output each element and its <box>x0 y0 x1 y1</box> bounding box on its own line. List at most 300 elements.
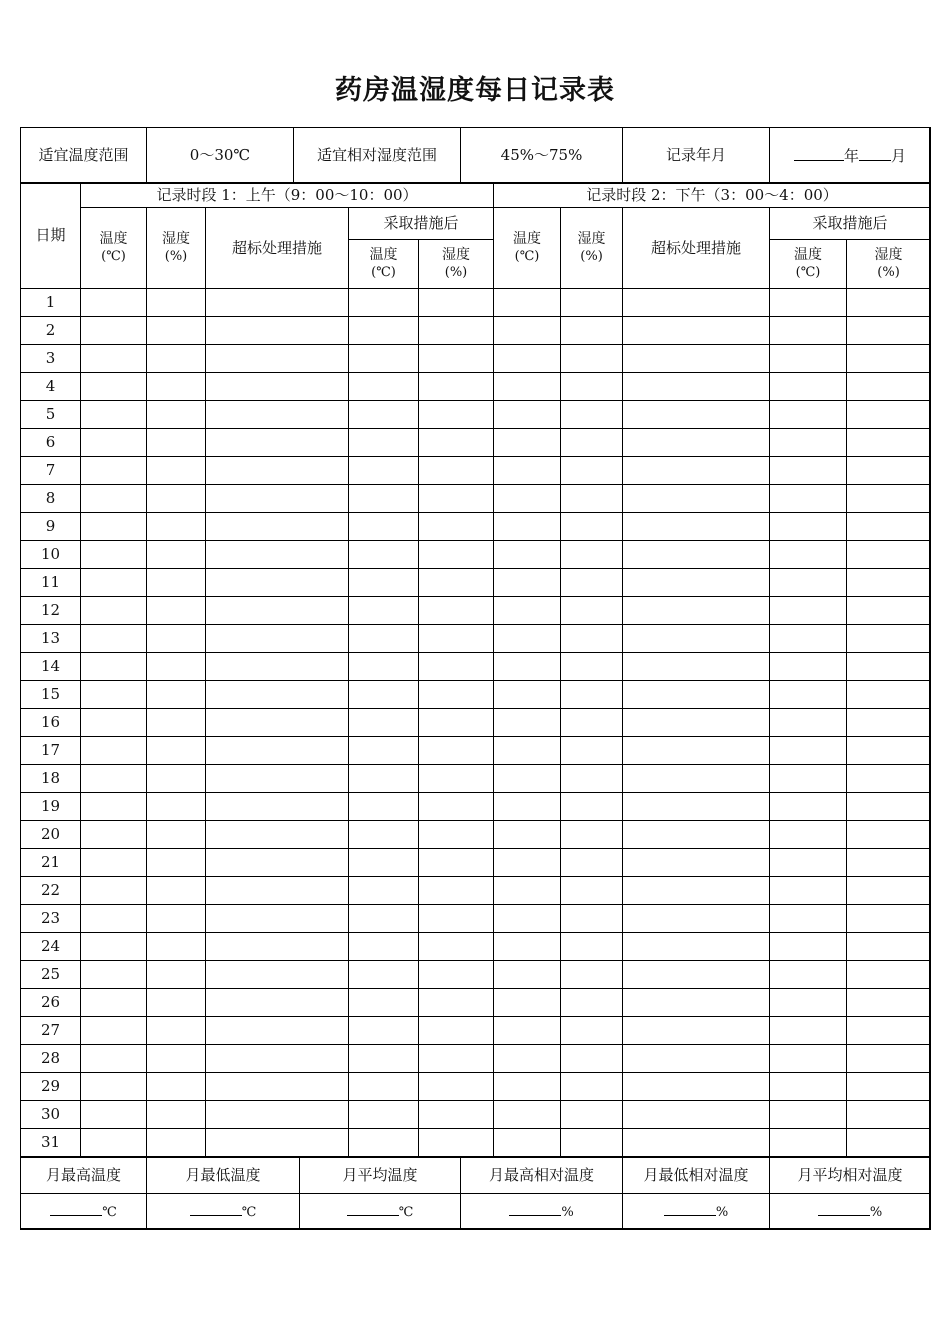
p2-after-humidity-cell[interactable] <box>847 457 931 485</box>
p2-after-humidity-cell[interactable] <box>847 429 931 457</box>
p1-humidity-cell[interactable] <box>147 1073 206 1101</box>
p2-after-temp-cell[interactable] <box>770 401 847 429</box>
p1-temp-cell[interactable] <box>81 933 147 961</box>
p1-after-humidity-cell[interactable] <box>419 373 494 401</box>
p1-measures-cell[interactable] <box>206 485 349 513</box>
month-blank[interactable] <box>859 146 891 161</box>
p2-measures-cell[interactable] <box>623 709 770 737</box>
p2-measures-cell[interactable] <box>623 961 770 989</box>
summary-value-avg-temp[interactable] <box>300 1194 461 1230</box>
p2-temp-cell[interactable] <box>494 765 561 793</box>
p2-temp-cell[interactable] <box>494 1129 561 1157</box>
p1-measures-cell[interactable] <box>206 989 349 1017</box>
p2-temp-cell[interactable] <box>494 1101 561 1129</box>
p2-after-temp-cell[interactable] <box>770 1017 847 1045</box>
summary-value-max-rel[interactable] <box>461 1194 623 1230</box>
p1-after-temp-cell[interactable] <box>349 849 419 877</box>
p1-humidity-cell[interactable] <box>147 597 206 625</box>
p2-after-humidity-cell[interactable] <box>847 541 931 569</box>
p1-temp-cell[interactable] <box>81 1073 147 1101</box>
p1-after-humidity-cell[interactable] <box>419 709 494 737</box>
p1-humidity-cell[interactable] <box>147 485 206 513</box>
p2-after-temp-cell[interactable] <box>770 625 847 653</box>
p2-temp-cell[interactable] <box>494 877 561 905</box>
p2-temp-cell[interactable] <box>494 1073 561 1101</box>
p1-after-humidity-cell[interactable] <box>419 289 494 317</box>
p1-after-humidity-cell[interactable] <box>419 681 494 709</box>
p2-measures-cell[interactable] <box>623 429 770 457</box>
p1-measures-cell[interactable] <box>206 765 349 793</box>
p1-humidity-cell[interactable] <box>147 373 206 401</box>
p2-after-temp-cell[interactable] <box>770 849 847 877</box>
p1-after-humidity-cell[interactable] <box>419 821 494 849</box>
p1-measures-cell[interactable] <box>206 709 349 737</box>
p1-after-humidity-cell[interactable] <box>419 597 494 625</box>
p1-humidity-cell[interactable] <box>147 765 206 793</box>
p1-humidity-cell[interactable] <box>147 1045 206 1073</box>
p2-temp-cell[interactable] <box>494 961 561 989</box>
p1-after-humidity-cell[interactable] <box>419 569 494 597</box>
p2-after-humidity-cell[interactable] <box>847 597 931 625</box>
p1-after-humidity-cell[interactable] <box>419 793 494 821</box>
p2-humidity-cell[interactable] <box>561 681 623 709</box>
p2-after-humidity-cell[interactable] <box>847 905 931 933</box>
p2-measures-cell[interactable] <box>623 373 770 401</box>
p1-humidity-cell[interactable] <box>147 905 206 933</box>
p2-after-humidity-cell[interactable] <box>847 1129 931 1157</box>
p2-humidity-cell[interactable] <box>561 821 623 849</box>
p2-humidity-cell[interactable] <box>561 345 623 373</box>
p1-humidity-cell[interactable] <box>147 345 206 373</box>
p1-measures-cell[interactable] <box>206 1045 349 1073</box>
p2-temp-cell[interactable] <box>494 1017 561 1045</box>
p2-temp-cell[interactable] <box>494 653 561 681</box>
p2-humidity-cell[interactable] <box>561 401 623 429</box>
p1-temp-cell[interactable] <box>81 317 147 345</box>
p2-after-temp-cell[interactable] <box>770 653 847 681</box>
p1-temp-cell[interactable] <box>81 597 147 625</box>
p1-temp-cell[interactable] <box>81 1129 147 1157</box>
p2-measures-cell[interactable] <box>623 1045 770 1073</box>
p1-after-temp-cell[interactable] <box>349 653 419 681</box>
p1-after-humidity-cell[interactable] <box>419 1073 494 1101</box>
p1-after-temp-cell[interactable] <box>349 457 419 485</box>
p1-temp-cell[interactable] <box>81 1017 147 1045</box>
p1-humidity-cell[interactable] <box>147 541 206 569</box>
p2-after-temp-cell[interactable] <box>770 373 847 401</box>
p1-humidity-cell[interactable] <box>147 989 206 1017</box>
p2-temp-cell[interactable] <box>494 933 561 961</box>
p2-measures-cell[interactable] <box>623 905 770 933</box>
p2-temp-cell[interactable] <box>494 1045 561 1073</box>
p1-after-temp-cell[interactable] <box>349 569 419 597</box>
p1-measures-cell[interactable] <box>206 653 349 681</box>
p2-measures-cell[interactable] <box>623 765 770 793</box>
p2-humidity-cell[interactable] <box>561 373 623 401</box>
p1-after-humidity-cell[interactable] <box>419 877 494 905</box>
p1-humidity-cell[interactable] <box>147 625 206 653</box>
p2-measures-cell[interactable] <box>623 849 770 877</box>
p2-measures-cell[interactable] <box>623 289 770 317</box>
blank[interactable] <box>50 1201 102 1216</box>
p1-measures-cell[interactable] <box>206 317 349 345</box>
p2-after-temp-cell[interactable] <box>770 1101 847 1129</box>
p2-measures-cell[interactable] <box>623 345 770 373</box>
p1-after-temp-cell[interactable] <box>349 709 419 737</box>
p2-measures-cell[interactable] <box>623 793 770 821</box>
p1-humidity-cell[interactable] <box>147 793 206 821</box>
p1-after-temp-cell[interactable] <box>349 1017 419 1045</box>
p2-after-temp-cell[interactable] <box>770 1129 847 1157</box>
p2-measures-cell[interactable] <box>623 485 770 513</box>
p2-after-temp-cell[interactable] <box>770 289 847 317</box>
p1-after-humidity-cell[interactable] <box>419 989 494 1017</box>
p1-measures-cell[interactable] <box>206 289 349 317</box>
p2-humidity-cell[interactable] <box>561 457 623 485</box>
p1-temp-cell[interactable] <box>81 401 147 429</box>
p1-measures-cell[interactable] <box>206 849 349 877</box>
p2-after-temp-cell[interactable] <box>770 737 847 765</box>
p1-after-temp-cell[interactable] <box>349 485 419 513</box>
year-blank[interactable] <box>794 146 844 161</box>
p2-temp-cell[interactable] <box>494 317 561 345</box>
p1-temp-cell[interactable] <box>81 541 147 569</box>
p2-after-temp-cell[interactable] <box>770 345 847 373</box>
p2-measures-cell[interactable] <box>623 401 770 429</box>
p2-humidity-cell[interactable] <box>561 1129 623 1157</box>
p2-temp-cell[interactable] <box>494 513 561 541</box>
p1-after-temp-cell[interactable] <box>349 821 419 849</box>
p1-after-humidity-cell[interactable] <box>419 625 494 653</box>
summary-value-max-temp[interactable] <box>21 1194 147 1230</box>
p1-measures-cell[interactable] <box>206 1017 349 1045</box>
p2-humidity-cell[interactable] <box>561 961 623 989</box>
p1-after-temp-cell[interactable] <box>349 1073 419 1101</box>
p1-after-humidity-cell[interactable] <box>419 485 494 513</box>
p1-humidity-cell[interactable] <box>147 569 206 597</box>
p1-humidity-cell[interactable] <box>147 821 206 849</box>
p1-measures-cell[interactable] <box>206 429 349 457</box>
p2-after-humidity-cell[interactable] <box>847 345 931 373</box>
p1-temp-cell[interactable] <box>81 289 147 317</box>
p1-measures-cell[interactable] <box>206 1129 349 1157</box>
p1-humidity-cell[interactable] <box>147 1017 206 1045</box>
p1-temp-cell[interactable] <box>81 373 147 401</box>
p1-after-humidity-cell[interactable] <box>419 849 494 877</box>
p2-measures-cell[interactable] <box>623 597 770 625</box>
p1-after-temp-cell[interactable] <box>349 989 419 1017</box>
p1-after-humidity-cell[interactable] <box>419 1129 494 1157</box>
p1-temp-cell[interactable] <box>81 849 147 877</box>
p2-measures-cell[interactable] <box>623 1101 770 1129</box>
p2-after-humidity-cell[interactable] <box>847 1101 931 1129</box>
p1-after-temp-cell[interactable] <box>349 961 419 989</box>
p2-after-humidity-cell[interactable] <box>847 933 931 961</box>
p2-humidity-cell[interactable] <box>561 793 623 821</box>
summary-value-avg-rel[interactable] <box>770 1194 931 1230</box>
p2-after-humidity-cell[interactable] <box>847 793 931 821</box>
p1-measures-cell[interactable] <box>206 373 349 401</box>
p2-humidity-cell[interactable] <box>561 1073 623 1101</box>
p2-measures-cell[interactable] <box>623 821 770 849</box>
p2-temp-cell[interactable] <box>494 821 561 849</box>
p2-humidity-cell[interactable] <box>561 569 623 597</box>
p1-humidity-cell[interactable] <box>147 709 206 737</box>
p2-after-temp-cell[interactable] <box>770 597 847 625</box>
p1-temp-cell[interactable] <box>81 793 147 821</box>
p1-measures-cell[interactable] <box>206 905 349 933</box>
p2-humidity-cell[interactable] <box>561 905 623 933</box>
p2-measures-cell[interactable] <box>623 1017 770 1045</box>
p2-humidity-cell[interactable] <box>561 513 623 541</box>
p2-measures-cell[interactable] <box>623 569 770 597</box>
p2-measures-cell[interactable] <box>623 513 770 541</box>
summary-value-min-temp[interactable] <box>147 1194 300 1230</box>
p1-measures-cell[interactable] <box>206 597 349 625</box>
p1-humidity-cell[interactable] <box>147 849 206 877</box>
p2-after-temp-cell[interactable] <box>770 961 847 989</box>
p2-after-temp-cell[interactable] <box>770 485 847 513</box>
p2-temp-cell[interactable] <box>494 709 561 737</box>
p2-temp-cell[interactable] <box>494 289 561 317</box>
p2-temp-cell[interactable] <box>494 597 561 625</box>
p2-after-temp-cell[interactable] <box>770 541 847 569</box>
p1-temp-cell[interactable] <box>81 1101 147 1129</box>
p2-after-humidity-cell[interactable] <box>847 877 931 905</box>
p2-after-temp-cell[interactable] <box>770 457 847 485</box>
p1-temp-cell[interactable] <box>81 765 147 793</box>
p1-after-temp-cell[interactable] <box>349 513 419 541</box>
p1-after-humidity-cell[interactable] <box>419 765 494 793</box>
p2-after-temp-cell[interactable] <box>770 681 847 709</box>
p2-humidity-cell[interactable] <box>561 849 623 877</box>
p1-after-humidity-cell[interactable] <box>419 317 494 345</box>
p2-after-temp-cell[interactable] <box>770 317 847 345</box>
p1-measures-cell[interactable] <box>206 1101 349 1129</box>
p2-humidity-cell[interactable] <box>561 933 623 961</box>
p1-temp-cell[interactable] <box>81 457 147 485</box>
p1-after-temp-cell[interactable] <box>349 345 419 373</box>
p1-after-temp-cell[interactable] <box>349 401 419 429</box>
p2-temp-cell[interactable] <box>494 625 561 653</box>
blank[interactable] <box>190 1201 242 1216</box>
p1-after-temp-cell[interactable] <box>349 373 419 401</box>
p2-after-humidity-cell[interactable] <box>847 709 931 737</box>
p2-humidity-cell[interactable] <box>561 877 623 905</box>
p1-temp-cell[interactable] <box>81 653 147 681</box>
p2-after-humidity-cell[interactable] <box>847 1017 931 1045</box>
p2-humidity-cell[interactable] <box>561 625 623 653</box>
p2-temp-cell[interactable] <box>494 989 561 1017</box>
p2-humidity-cell[interactable] <box>561 709 623 737</box>
p1-after-humidity-cell[interactable] <box>419 933 494 961</box>
p2-humidity-cell[interactable] <box>561 737 623 765</box>
p2-humidity-cell[interactable] <box>561 289 623 317</box>
p1-after-temp-cell[interactable] <box>349 933 419 961</box>
p2-after-humidity-cell[interactable] <box>847 373 931 401</box>
record-month-field[interactable] <box>770 128 931 184</box>
p1-humidity-cell[interactable] <box>147 429 206 457</box>
p1-after-temp-cell[interactable] <box>349 765 419 793</box>
p1-after-humidity-cell[interactable] <box>419 541 494 569</box>
p2-after-humidity-cell[interactable] <box>847 625 931 653</box>
p2-measures-cell[interactable] <box>623 317 770 345</box>
p1-temp-cell[interactable] <box>81 485 147 513</box>
p2-temp-cell[interactable] <box>494 485 561 513</box>
p2-humidity-cell[interactable] <box>561 765 623 793</box>
p1-after-temp-cell[interactable] <box>349 317 419 345</box>
p2-after-humidity-cell[interactable] <box>847 1045 931 1073</box>
p1-humidity-cell[interactable] <box>147 1129 206 1157</box>
p2-after-humidity-cell[interactable] <box>847 961 931 989</box>
p1-measures-cell[interactable] <box>206 345 349 373</box>
p1-measures-cell[interactable] <box>206 737 349 765</box>
p1-after-humidity-cell[interactable] <box>419 1101 494 1129</box>
p1-after-temp-cell[interactable] <box>349 597 419 625</box>
p1-temp-cell[interactable] <box>81 569 147 597</box>
p2-measures-cell[interactable] <box>623 1129 770 1157</box>
p2-measures-cell[interactable] <box>623 737 770 765</box>
p1-after-humidity-cell[interactable] <box>419 737 494 765</box>
p1-temp-cell[interactable] <box>81 961 147 989</box>
p2-after-temp-cell[interactable] <box>770 513 847 541</box>
p2-measures-cell[interactable] <box>623 989 770 1017</box>
p2-humidity-cell[interactable] <box>561 317 623 345</box>
p1-temp-cell[interactable] <box>81 681 147 709</box>
p1-after-humidity-cell[interactable] <box>419 1045 494 1073</box>
p1-measures-cell[interactable] <box>206 569 349 597</box>
p1-temp-cell[interactable] <box>81 345 147 373</box>
p2-humidity-cell[interactable] <box>561 1017 623 1045</box>
p1-temp-cell[interactable] <box>81 709 147 737</box>
p2-temp-cell[interactable] <box>494 373 561 401</box>
p2-humidity-cell[interactable] <box>561 541 623 569</box>
p2-temp-cell[interactable] <box>494 569 561 597</box>
p2-after-temp-cell[interactable] <box>770 905 847 933</box>
p1-measures-cell[interactable] <box>206 961 349 989</box>
blank[interactable] <box>664 1201 716 1216</box>
blank[interactable] <box>347 1201 399 1216</box>
p1-after-humidity-cell[interactable] <box>419 429 494 457</box>
p2-temp-cell[interactable] <box>494 681 561 709</box>
p2-after-humidity-cell[interactable] <box>847 289 931 317</box>
p2-temp-cell[interactable] <box>494 905 561 933</box>
p2-humidity-cell[interactable] <box>561 1045 623 1073</box>
p2-after-humidity-cell[interactable] <box>847 485 931 513</box>
p1-measures-cell[interactable] <box>206 401 349 429</box>
p1-temp-cell[interactable] <box>81 821 147 849</box>
p1-humidity-cell[interactable] <box>147 737 206 765</box>
p2-temp-cell[interactable] <box>494 849 561 877</box>
p2-after-temp-cell[interactable] <box>770 429 847 457</box>
p1-after-humidity-cell[interactable] <box>419 457 494 485</box>
p1-after-temp-cell[interactable] <box>349 793 419 821</box>
p2-humidity-cell[interactable] <box>561 989 623 1017</box>
p2-after-temp-cell[interactable] <box>770 765 847 793</box>
p1-humidity-cell[interactable] <box>147 401 206 429</box>
p1-humidity-cell[interactable] <box>147 1101 206 1129</box>
p2-after-humidity-cell[interactable] <box>847 821 931 849</box>
p2-after-humidity-cell[interactable] <box>847 513 931 541</box>
p1-after-temp-cell[interactable] <box>349 541 419 569</box>
p1-humidity-cell[interactable] <box>147 933 206 961</box>
p2-humidity-cell[interactable] <box>561 597 623 625</box>
p2-temp-cell[interactable] <box>494 457 561 485</box>
p2-after-temp-cell[interactable] <box>770 821 847 849</box>
p1-after-humidity-cell[interactable] <box>419 653 494 681</box>
blank[interactable] <box>818 1201 870 1216</box>
p1-measures-cell[interactable] <box>206 625 349 653</box>
p1-after-temp-cell[interactable] <box>349 289 419 317</box>
p2-measures-cell[interactable] <box>623 457 770 485</box>
p1-temp-cell[interactable] <box>81 905 147 933</box>
p1-temp-cell[interactable] <box>81 737 147 765</box>
p2-temp-cell[interactable] <box>494 345 561 373</box>
p2-after-humidity-cell[interactable] <box>847 569 931 597</box>
p2-after-humidity-cell[interactable] <box>847 653 931 681</box>
p2-after-humidity-cell[interactable] <box>847 1073 931 1101</box>
p1-humidity-cell[interactable] <box>147 961 206 989</box>
p2-after-temp-cell[interactable] <box>770 989 847 1017</box>
p1-temp-cell[interactable] <box>81 429 147 457</box>
p2-after-humidity-cell[interactable] <box>847 849 931 877</box>
p1-measures-cell[interactable] <box>206 1073 349 1101</box>
p2-temp-cell[interactable] <box>494 541 561 569</box>
p1-humidity-cell[interactable] <box>147 317 206 345</box>
p2-measures-cell[interactable] <box>623 653 770 681</box>
p2-measures-cell[interactable] <box>623 541 770 569</box>
p1-humidity-cell[interactable] <box>147 653 206 681</box>
p2-humidity-cell[interactable] <box>561 485 623 513</box>
p1-after-humidity-cell[interactable] <box>419 401 494 429</box>
p2-humidity-cell[interactable] <box>561 1101 623 1129</box>
p1-measures-cell[interactable] <box>206 821 349 849</box>
p2-temp-cell[interactable] <box>494 737 561 765</box>
p2-temp-cell[interactable] <box>494 793 561 821</box>
blank[interactable] <box>509 1201 561 1216</box>
p2-measures-cell[interactable] <box>623 1073 770 1101</box>
p1-measures-cell[interactable] <box>206 513 349 541</box>
p2-after-temp-cell[interactable] <box>770 793 847 821</box>
p1-after-humidity-cell[interactable] <box>419 345 494 373</box>
p1-temp-cell[interactable] <box>81 989 147 1017</box>
p1-after-temp-cell[interactable] <box>349 737 419 765</box>
p1-after-temp-cell[interactable] <box>349 681 419 709</box>
p2-after-temp-cell[interactable] <box>770 1073 847 1101</box>
p2-after-humidity-cell[interactable] <box>847 681 931 709</box>
p1-after-humidity-cell[interactable] <box>419 1017 494 1045</box>
p1-after-humidity-cell[interactable] <box>419 513 494 541</box>
p1-after-temp-cell[interactable] <box>349 1045 419 1073</box>
p2-after-humidity-cell[interactable] <box>847 401 931 429</box>
p1-humidity-cell[interactable] <box>147 457 206 485</box>
p1-temp-cell[interactable] <box>81 625 147 653</box>
p1-measures-cell[interactable] <box>206 541 349 569</box>
p2-humidity-cell[interactable] <box>561 429 623 457</box>
p2-after-temp-cell[interactable] <box>770 1045 847 1073</box>
p1-humidity-cell[interactable] <box>147 681 206 709</box>
p1-temp-cell[interactable] <box>81 877 147 905</box>
p1-temp-cell[interactable] <box>81 513 147 541</box>
p2-after-temp-cell[interactable] <box>770 709 847 737</box>
p1-after-temp-cell[interactable] <box>349 429 419 457</box>
p1-after-temp-cell[interactable] <box>349 1129 419 1157</box>
p1-after-humidity-cell[interactable] <box>419 905 494 933</box>
p1-after-temp-cell[interactable] <box>349 1101 419 1129</box>
p1-measures-cell[interactable] <box>206 877 349 905</box>
p1-measures-cell[interactable] <box>206 681 349 709</box>
p2-after-temp-cell[interactable] <box>770 877 847 905</box>
